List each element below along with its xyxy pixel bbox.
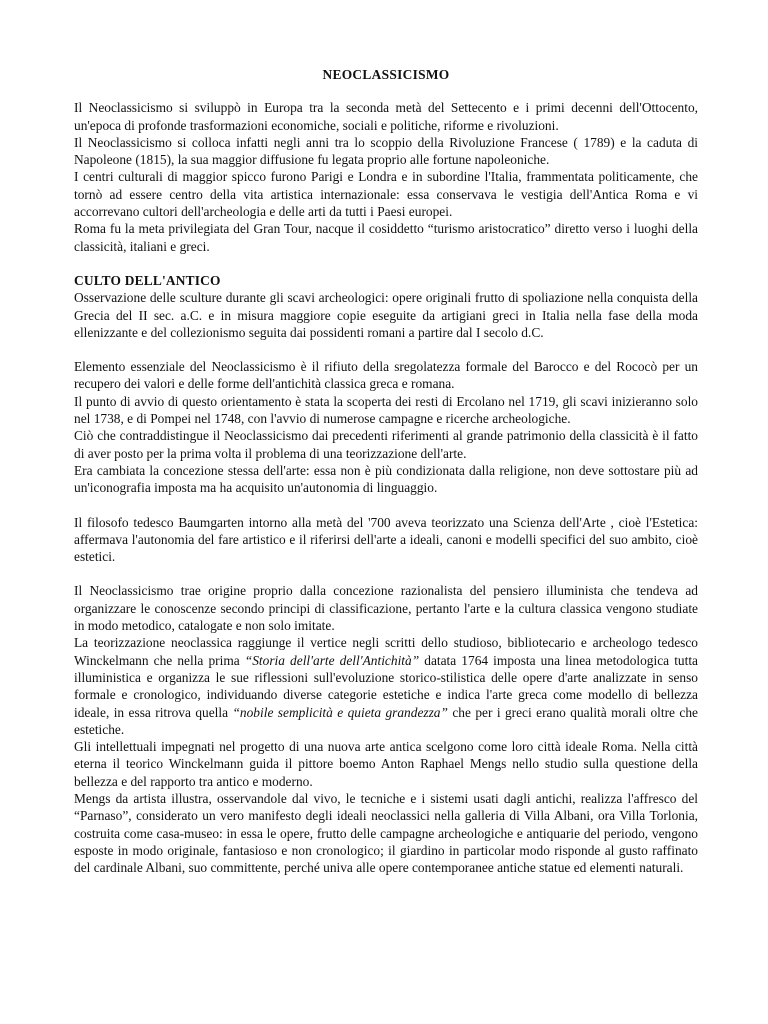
spacer xyxy=(74,341,698,358)
origine-paragraph: Il Neoclassicismo trae origine proprio dalla concezione razionalista del pensiero illuminista che tendeva ad organizzare le conoscenze secondo principi di classificazione, pertanto l'arte e la cultura classica vengono studiate in modo metodico, catalogate e non solo imitate. xyxy=(74,583,698,634)
spacer xyxy=(74,565,698,582)
intellettuali-paragraph: Gli intellettuali impegnati nel progetto di una nuova arte antica scelgono come loro città ideale Roma. Nella città eterna il teorico Winckelmann guida il pittore boemo Anton Raphael Mengs nello studio sulla questione della bellezza e del rapporto tra antico e moderno. xyxy=(74,739,698,789)
winckelmann-text-b: datata 1764 imposta una linea metodologica tutta illuministica e organizza le sue riflessioni sull'evoluzione storico-stilistica delle opere d'arte analizzate in senso formale e cronologico, individuando diverse categorie estetiche e indica l'arte greca come modello di bellezza ideale, in essa ritrova quella xyxy=(74,652,698,720)
intro-paragraph-1: Il Neoclassicismo si sviluppò in Europa tra la seconda metà del Settecento e i primi decenni dell'Ottocento, un'epoca di profonde trasformazioni economiche, sociali e politiche, riforme e rivoluzioni. xyxy=(74,100,698,133)
baumgarten-paragraph: Il filosofo tedesco Baumgarten intorno alla metà del '700 aveva teorizzato una Scienza dell'Arte , cioè l'Estetica: affermava l'autonomia del fare artistico e il riferirsi dell'arte a ideali, canoni e modelli specifici del suo ambito, cioè estetici. xyxy=(74,514,698,565)
culto-paragraph: Osservazione delle sculture durante gli scavi archeologici: opere originali frutto di spoliazione nella conquista della Grecia del II sec. a.C. e in misura maggiore copie eseguite da artigiani greci in Italia nella fase della moda ellenizzante e del collezionismo seguita dai possidenti romani a partire dal I secolo d.C. xyxy=(74,290,698,340)
winckelmann-text-a: La teorizzazione neoclassica raggiunge il vertice negli scritti dello studioso, bibliotecario e archeologo tedesco Winckelmann che nella prima xyxy=(74,635,698,668)
winckelmann-text-c: che per i greci erano qualità morali oltre che estetiche. xyxy=(74,704,698,737)
mengs-paragraph: Mengs da artista illustra, osservandole dal vivo, le tecniche e i sistemi usati dagli antichi, realizza l'affresco del “Parnaso”, considerato un vero manifesto degli ideali neoclassici nella galleria di Villa Albani, ora Villa Torlonia, costruita come casa-museo: in essa le opere, frutto delle campagne archeologiche e antiquarie del periodo, vengono esposte in modo originale, fantasioso e non cronologico; il giardino in particolar modo risponde al gusto raffinato del cardinale Albani, suo committente, perché univa alle opere contemporanee antiche statue ed elementi naturali. xyxy=(74,790,698,876)
section-heading-culto: CULTO DELL'ANTICO xyxy=(74,272,221,288)
document-title: NEOCLASSICISMO xyxy=(322,67,450,82)
elemento-paragraph-4: Era cambiata la concezione stessa dell'arte: essa non è più condizionata dalla religione, non deve sottostare più ad un'iconografia imposta ma ha acquisito un'autonomia di linguaggio. xyxy=(74,462,698,496)
intro-paragraph-3: I centri culturali di maggior spicco furono Parigi e Londra e in subordine l'Italia, frammentata politicamente, che tornò ad essere centro della vita artistica internazionale: essa conservava le vestigia dell'Antica Roma e vi accorrevano cultori dell'archeologia e delle arti da tutti i Paesi europei. xyxy=(74,169,698,220)
intro-paragraph-2: Il Neoclassicismo si colloca infatti negli anni tra lo scoppio della Rivoluzione Francese ( 1789) e la caduta di Napoleone (1815), la sua maggior diffusione fu legata proprio alle fortune napoleoniche. xyxy=(74,134,698,168)
winckelmann-quote: “nobile semplicità e quieta grandezza” xyxy=(232,704,448,720)
intro-paragraph-4: Roma fu la meta privilegiata del Gran Tour, nacque il cosiddetto “turismo aristocratico” diretto verso i luoghi della classicità, italiani e greci. xyxy=(74,221,698,254)
elemento-paragraph-3: Ciò che contraddistingue il Neoclassicismo dai precedenti riferimenti al grande patrimonio della classicità è il fatto di aver posto per la prima volta il problema di una teorizzazione dell'arte. xyxy=(74,428,698,461)
winckelmann-paragraph xyxy=(74,634,698,738)
spacer xyxy=(74,497,698,514)
elemento-paragraph-2: Il punto di avvio di questo orientamento è stata la scoperta dei resti di Ercolano nel 1719, gli scavi inizieranno solo nel 1738, e di Pompei nel 1748, con l'avvio di numerose campagne e ricerche archeologiche. xyxy=(74,393,698,427)
elemento-paragraph-1: Elemento essenziale del Neoclassicismo è il rifiuto della sregolatezza formale del Barocco e del Rococò per un recupero dei valori e delle forme dell'antichità classica greca e romana. xyxy=(74,359,698,392)
book-title: “Storia dell'arte dell'Antichità” xyxy=(244,652,420,668)
document-page xyxy=(74,66,698,876)
spacer xyxy=(74,255,698,272)
